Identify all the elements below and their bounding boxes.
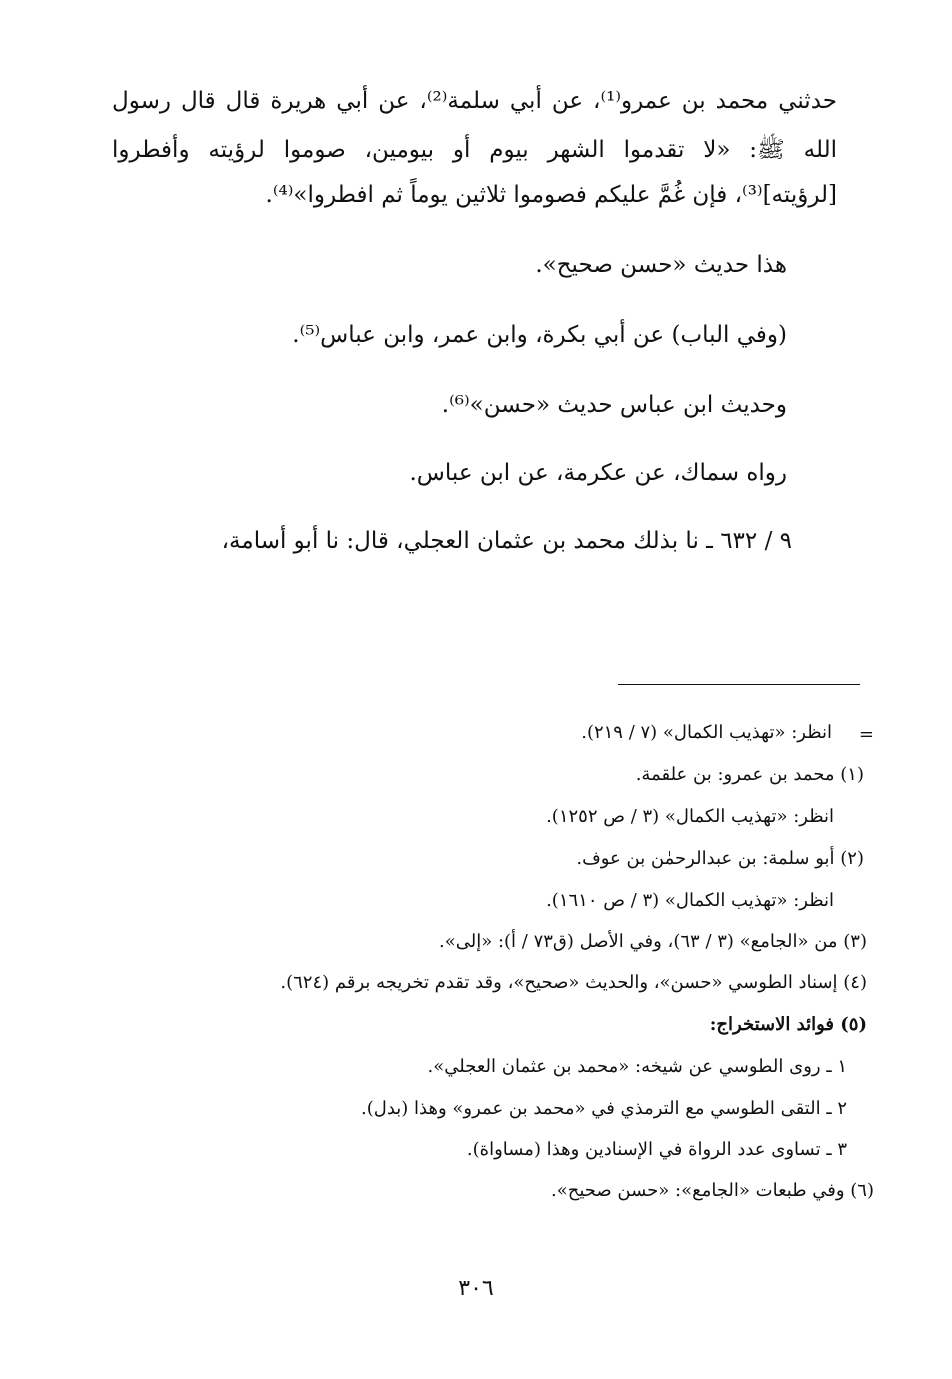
hadith-line-2: الله ﷺ: «لا تقدموا الشهر بيوم أو بيومين، صوموا لرؤيته وأفطروا	[112, 137, 837, 163]
next-hadith-line: ٩ / ٦٣٢ ـ نا بذلك محمد بن عثمان العجلي، قال: نا أبو أسامة،	[221, 528, 792, 554]
footnote-4: (٤) إسناد الطوسي «حسن»، والحديث «صحيح»، وقد تقدم تخريجه برقم (٦٢٤).	[280, 972, 867, 993]
hadith-line-3: [لرؤيته]⁽³⁾، فإن غُمَّ عليكم فصوموا ثلاثين يوماً ثم افطروا»⁽⁴⁾.	[265, 182, 837, 208]
hadith-line-1: حدثني محمد بن عمرو⁽¹⁾، عن أبي سلمة⁽²⁾، عن أبي هريرة قال قال رسول	[112, 88, 837, 114]
footnote-6: (٦) وفي طبعات «الجامع»: «حسن صحيح».	[551, 1180, 874, 1201]
narration-line: رواه سماك، عن عكرمة، عن ابن عباس.	[409, 460, 787, 486]
footnote-1-a: (١) محمد بن عمرو: بن علقمة.	[635, 764, 864, 785]
footnote-separator	[618, 684, 860, 685]
grading-line: هذا حديث «حسن صحيح».	[535, 252, 787, 278]
page-number: ٣٠٦	[458, 1276, 494, 1301]
footnote-5-title: (٥) فوائد الاستخراج:	[709, 1014, 867, 1035]
footnote-5-item-1: ١ ـ روى الطوسي عن شيخه: «محمد بن عثمان العجلي».	[427, 1056, 847, 1077]
footnote-2-a: (٢) أبو سلمة: بن عبدالرحمٰن بن عوف.	[576, 848, 864, 869]
footnote-continuation: انظر: «تهذيب الكمال» (٧ / ٢١٩).	[581, 722, 832, 743]
footnote-5-item-3: ٣ ـ تساوى عدد الرواة في الإسنادين وهذا (مساواة).	[466, 1139, 847, 1160]
footnote-3: (٣) من «الجامع» (٣ / ٦٣)، وفي الأصل (ق٧٣ / أ): «إلى».	[439, 931, 867, 952]
in-chapter-line: (وفي الباب) عن أبي بكرة، وابن عمر، وابن عباس⁽⁵⁾.	[292, 322, 787, 348]
ibn-abbas-line: وحديث ابن عباس حديث «حسن»⁽⁶⁾.	[441, 392, 787, 418]
continuation-mark: =	[858, 724, 874, 745]
footnote-1-b: انظر: «تهذيب الكمال» (٣ / ص ١٢٥٢).	[546, 806, 834, 827]
footnote-5-item-2: ٢ ـ التقى الطوسي مع الترمذي في «محمد بن عمرو» وهذا (بدل).	[361, 1098, 847, 1119]
footnote-2-b: انظر: «تهذيب الكمال» (٣ / ص ١٦١٠).	[546, 890, 834, 911]
